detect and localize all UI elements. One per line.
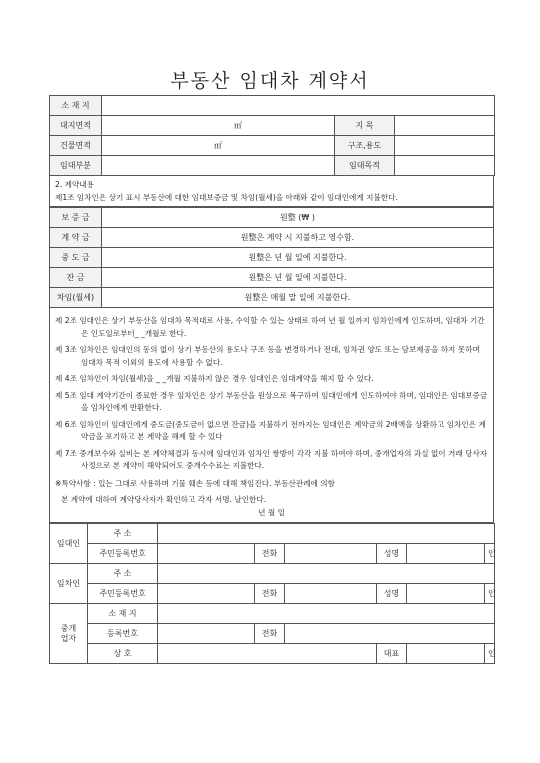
broker-phone-label: 전화 [255, 624, 285, 644]
interim-payment-field[interactable]: 원整은 년 월 일에 지불한다. [102, 248, 494, 268]
building-area-label: 건물면적 [50, 136, 102, 156]
tenant-address-field[interactable] [158, 564, 495, 584]
monthly-rent-label: 차임(월세) [50, 288, 102, 308]
tenant-seal: 인 [485, 584, 495, 604]
landlord-phone-field[interactable] [285, 544, 377, 564]
tenant-reg-field[interactable] [158, 584, 255, 604]
building-area-field[interactable] [102, 136, 335, 156]
landlord-phone-label: 전화 [255, 544, 285, 564]
tenant-phone-field[interactable] [285, 584, 377, 604]
articles-block [49, 308, 494, 523]
article-1: 제1조 임차인은 상기 표시 부동산에 대한 임대보증금 및 차임(월세)을 아래와 같이 임대인에게 지불한다. [55, 192, 398, 202]
landlord-reg-field[interactable] [158, 544, 255, 564]
broker-license-label: 등록번호 [88, 624, 158, 644]
broker-label: 중개업자 [50, 604, 88, 664]
landlord-reg-label: 주민등록번호 [88, 544, 158, 564]
tenant-name-field[interactable] [407, 584, 485, 604]
document-title: 부동산 임대차 계약서 [170, 70, 370, 92]
land-area-label: 대지면적 [50, 116, 102, 136]
building-area-unit: ㎡ [214, 140, 222, 150]
tenant-name-label: 성명 [377, 584, 407, 604]
deposit-field[interactable]: 원整 (₩ ) [102, 208, 494, 228]
landlord-address-label: 주 소 [88, 524, 158, 544]
contract-terms [49, 176, 494, 207]
structure-field[interactable] [395, 136, 495, 156]
location-field[interactable] [102, 96, 495, 116]
article-2: 제 2조 임대인은 상기 부동산을 임대차 목적대로 사용, 수익할 수 있는 상태로 하여 년 월 일까지 임차인에게 인도하며, 임대차 기간은 인도일로부터_ _개월로 한다. [55, 316, 485, 338]
tenant-label: 임차인 [50, 564, 88, 604]
lease-purpose-field[interactable] [395, 156, 495, 176]
lease-purpose-label: 임대목적 [335, 156, 395, 176]
landlord-address-field[interactable] [158, 524, 495, 544]
broker-office-label: 소 재 지 [88, 604, 158, 624]
landlord-name-label: 성명 [377, 544, 407, 564]
contract-heading: 2. 계약내용 [55, 180, 95, 189]
tenant-address-label: 주 소 [88, 564, 158, 584]
interim-payment-label: 중 도 금 [50, 248, 102, 268]
broker-company-label: 상 호 [88, 644, 158, 664]
article-7: 제 7조 중개보수와 실비는 본 계약체결과 동시에 임대인과 임차인 쌍방이 각각 지불 하여야 하며, 중개업자의 과실 없이 거래 당사자 사정으로 본 계약이 해약되어도 중개수수료는 지불한다. [55, 448, 488, 470]
parties-table [49, 523, 495, 664]
article-3: 제 3조 임차인은 임대인의 동의 없이 상기 부동산의 용도나 구조 등을 변경하거나 전대, 임차권 양도 또는 담보제공을 하지 못하며 임대차 목적 이외의 용도에 사용할 수 없다. [55, 345, 480, 367]
payment-table [49, 207, 494, 308]
jimok-field[interactable] [395, 116, 495, 136]
lease-part-label: 임대부분 [50, 156, 102, 176]
landlord-name-field[interactable] [407, 544, 485, 564]
broker-license-field[interactable] [158, 624, 255, 644]
property-table [49, 95, 495, 176]
contract-date: 년 월 일 [258, 507, 285, 517]
balance-field[interactable]: 원整은 년 월 일에 지불한다. [102, 268, 494, 288]
lease-part-field[interactable] [102, 156, 335, 176]
jimok-label: 지 목 [335, 116, 395, 136]
article-4: 제 4조 임차인이 차임(월세)을 _ _개월 지불하지 않은 경우 임대인은 임대계약을 해지 할 수 있다. [55, 374, 374, 383]
special-terms: ※특약사항 : 있는 그대로 사용하며 기물 훼손 등에 대해 책임진다. 부동산관례에 의함 [55, 478, 335, 488]
down-payment-field[interactable]: 원整은 계약 시 지불하고 영수함. [102, 228, 494, 248]
balance-label: 잔 금 [50, 268, 102, 288]
tenant-phone-label: 전화 [255, 584, 285, 604]
article-6: 제 6조 임차인이 임대인에게 중도금(중도금이 없으면 잔금)을 지불하기 전까지는 임대인은 계약금의 2배액을 상환하고 임차인은 계약금을 포기하고 본 계약을 해제 할 수 있다 [55, 419, 486, 441]
contract-sheet [49, 95, 494, 664]
broker-rep-label: 대표 [377, 644, 407, 664]
down-payment-label: 계 약 금 [50, 228, 102, 248]
broker-rep-field[interactable] [407, 644, 485, 664]
broker-phone-field[interactable] [285, 624, 495, 644]
land-area-unit: ㎡ [234, 120, 242, 130]
land-area-field[interactable] [102, 116, 335, 136]
location-label: 소 재 지 [50, 96, 102, 116]
tenant-reg-label: 주민등록번호 [88, 584, 158, 604]
monthly-rent-field[interactable]: 원整은 매월 말 일에 지불한다. [102, 288, 494, 308]
broker-office-field[interactable] [158, 604, 495, 624]
structure-label: 구조,용도 [335, 136, 395, 156]
confirm-statement: 본 계약에 대하여 계약당사자가 확인하고 각자 서명. 날인한다. [61, 495, 267, 504]
broker-seal: 인 [485, 644, 495, 664]
deposit-label: 보 증 금 [50, 208, 102, 228]
article-5: 제 5조 임대 계약기간이 종료한 경우 임차인은 상기 부동산을 원상으로 복구하여 임대인에게 인도하여야 하며, 임대인은 임대보증금을 임차인에게 반환한다. [55, 390, 488, 412]
landlord-label: 임대인 [50, 524, 88, 564]
broker-company-field[interactable] [158, 644, 377, 664]
landlord-seal: 인 [485, 544, 495, 564]
